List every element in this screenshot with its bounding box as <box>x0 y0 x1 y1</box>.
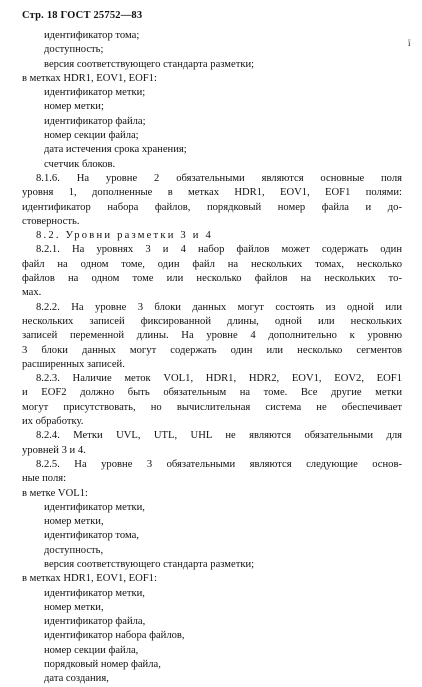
text-line: 8.2.2. На уровне 3 блоки данных могут состоять из одной или <box>36 301 402 313</box>
text-line: номер метки, <box>44 601 104 613</box>
text-line: доступность, <box>44 544 104 556</box>
text-line: версия соответствующего стандарта разметки; <box>44 58 255 70</box>
text-line: 8.1.6. На уровне 2 обязательными являются основные поля <box>36 172 402 184</box>
text-line: в метках HDR1, EOV1, EOF1: <box>22 72 157 84</box>
text-line: номер секции файла, <box>44 644 139 656</box>
text-line: дата создания, <box>44 673 109 685</box>
text-line: ные поля: <box>22 473 67 485</box>
text-line: версия соответствующего стандарта разметки; <box>44 558 255 570</box>
text-line: 8.2.4. Метки UVL, UTL, UHL не являются обязательными для <box>36 430 402 442</box>
text-line: счетчик блоков. <box>44 158 116 170</box>
margin-mark: ї <box>408 38 411 48</box>
document-body <box>22 29 402 687</box>
text-line: в метке VOL1: <box>22 487 88 499</box>
text-line: файлов на одном томе или несколько файлов на нескольких то- <box>22 273 402 285</box>
text-line: мах. <box>22 287 42 299</box>
text-line: 3 блоки данных могут содержать один или несколько сегментов <box>22 344 402 356</box>
text-line: идентификатор файла, <box>44 616 146 628</box>
text-line: идентификатор файла; <box>44 115 146 127</box>
text-line: идентификатор набора файлов, <box>44 630 185 642</box>
text-line: файл на одном томе, один файл на нескольких томах, несколько <box>22 258 402 270</box>
text-line: номер метки; <box>44 101 104 113</box>
text-line: записей переменной длины. На уровне 4 дополнительно к уровню <box>22 330 402 342</box>
text-line: номер метки, <box>44 516 104 528</box>
text-line: 8.2. Уровни разметки 3 и 4 <box>36 230 213 242</box>
text-line: идентификатор метки; <box>44 87 146 99</box>
text-line: номер секции файла; <box>44 130 139 142</box>
text-line: порядковый номер файла, <box>44 659 161 671</box>
text-line: в метках HDR1, EOV1, EOF1: <box>22 573 157 585</box>
text-line: идентификатор тома, <box>44 530 139 542</box>
text-line: могут присутствовать, но вычислительная система не обеспечивает <box>22 401 402 413</box>
text-line: уровня 1, дополненные в метках HDR1, EOV1, EOF1 полями: <box>22 187 402 199</box>
text-line: уровней 3 и 4. <box>22 444 86 456</box>
text-line: идентификатор тома; <box>44 30 140 41</box>
text-line: 8.2.3. Наличие меток VOL1, HDR1, HDR2, EOV1, EOV2, EOF1 <box>36 373 402 385</box>
text-line: нескольких записей фиксированной длины, одной или нескольких <box>22 315 402 327</box>
text-line: идентификатор набора файлов, порядковый номер файла и до- <box>22 201 402 213</box>
text-line: расширенных записей. <box>22 358 125 370</box>
text-line: и EOF2 должно быть обязательным на томе. Все другие метки <box>22 387 402 399</box>
text-line: идентификатор метки, <box>44 587 145 599</box>
text-line: их обработку. <box>22 416 84 428</box>
text-line: дата истечения срока хранения; <box>44 144 187 156</box>
text-line: стоверность. <box>22 215 80 227</box>
text-line: идентификатор метки, <box>44 501 145 513</box>
page-header: Стр. 18 ГОСТ 25752—83 <box>22 10 143 21</box>
text-line: 8.2.5. На уровне 3 обязательными являются следующие основ- <box>36 458 402 470</box>
text-line: 8.2.1. На уровнях 3 и 4 набор файлов может содержать один <box>36 244 402 256</box>
text-line: доступность; <box>44 44 104 56</box>
